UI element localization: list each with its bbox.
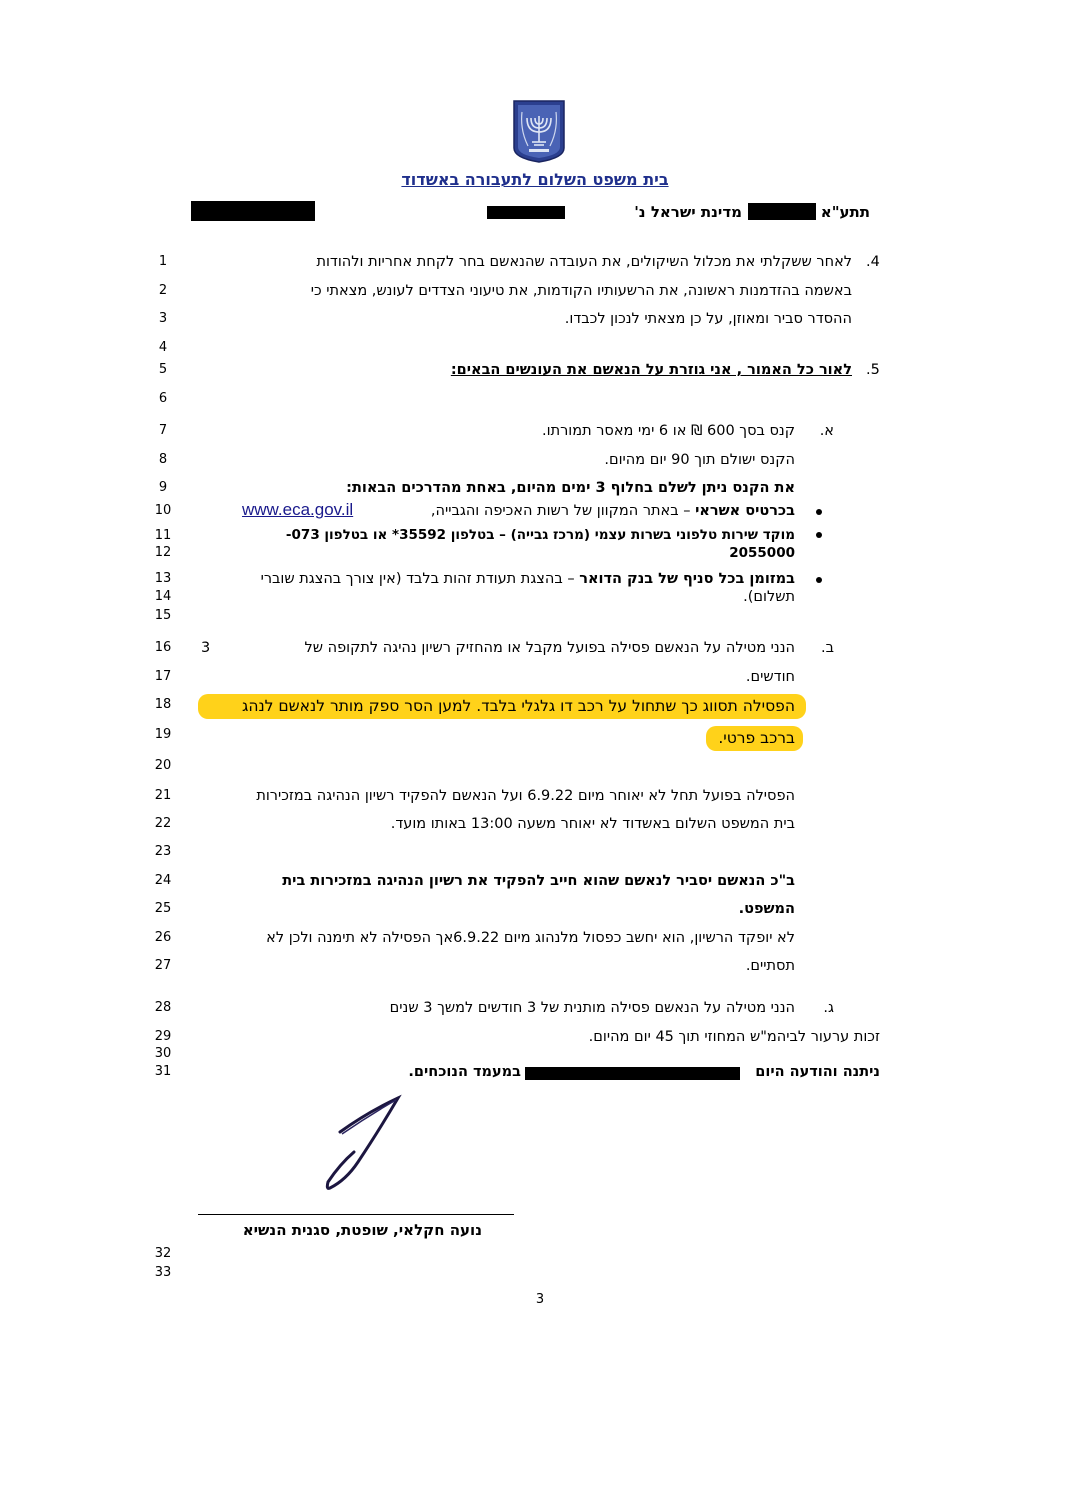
given-today: ניתנה והודעה היום	[755, 1064, 880, 1080]
signature-line	[198, 1214, 514, 1215]
line-number: 3	[158, 311, 168, 326]
item-a-fine-due: הקנס ישולם תוך 90 יום מהיום.	[604, 452, 795, 468]
line-number: 14	[154, 589, 172, 604]
payment-credit-card-text: – באתר המקוון של רשות האכיפה והגבייה,	[430, 503, 696, 519]
section-5-heading: לאור כל האמור , אני גוזרת על הנאשם את העונשים הבאים:	[450, 362, 852, 378]
item-c-letter: ג.	[823, 1000, 834, 1016]
item-b-line: חודשים.	[745, 669, 795, 685]
line-number: 19	[154, 727, 172, 742]
section-5-number: .5	[866, 362, 880, 378]
redaction-block	[191, 201, 315, 221]
line-number: 31	[154, 1064, 172, 1079]
line-number: 23	[154, 844, 172, 859]
line-number: 24	[154, 873, 172, 888]
line-number: 22	[154, 816, 172, 831]
payment-credit-card	[431, 503, 795, 519]
signature	[318, 1092, 408, 1192]
line-number: 18	[154, 697, 172, 712]
item-b-months: 3	[201, 640, 211, 656]
suspension-start: בית המשפט השלום באשדוד לא יאוחר משעה 13:00 באותו מועד.	[390, 816, 795, 832]
line-number: 17	[154, 669, 172, 684]
payment-post-office-label: במזומן בכל סניף של בנק הדואר	[579, 571, 795, 587]
line-number: 2	[158, 283, 168, 298]
payment-phone-line: מוקד שירות טלפוני בשרות עצמי (מרכז גבייה) – בטלפון 35592* או בטלפון 073-	[285, 527, 795, 543]
item-c-line: הנני מטילה על הנאשם פסילה מותנית של 3 חודשים למשך 3 שנים	[389, 1000, 795, 1016]
line-number: 29	[154, 1029, 172, 1044]
line-number: 8	[158, 452, 168, 467]
line-number: 27	[154, 958, 172, 973]
section-4-line: ההסדר סביר ומאוזן, על כן מצאתי לנכון לכבדו.	[564, 311, 852, 327]
line-number: 16	[154, 640, 172, 655]
line-number: 9	[158, 480, 168, 495]
bullet-icon	[816, 509, 822, 515]
item-b-letter: ב.	[821, 640, 834, 656]
appeal-right: זכות ערעור לביהמ"ש המחוזי תוך 45 יום מהיום.	[588, 1029, 880, 1045]
line-number: 10	[154, 503, 172, 518]
section-4-line: לאחר ששקלתי את מכלול השיקולים, את העובדה שהנאשם בחר לקחת אחריות ולהודות	[316, 254, 852, 270]
payment-post-office-cont: תשלום).	[743, 589, 795, 605]
bullet-icon	[816, 532, 822, 538]
payment-phone-number: 2055000	[729, 545, 795, 561]
payment-credit-card-label: בכרטיס אשראי	[695, 503, 795, 519]
license-deposit-note: תסתיים.	[745, 958, 795, 974]
section-4-number: .4	[866, 254, 880, 270]
judge-name: נועה חקלאי, שופטת, סגנית הנשיא	[242, 1221, 482, 1239]
state-emblem	[511, 98, 567, 164]
menorah-emblem-icon	[511, 98, 567, 164]
line-number: 1	[158, 254, 168, 269]
suspension-start: הפסילה בפועל תחל לא יאוחר מיום 6.9.22 ועל הנאשם להפקיד רשיון הנהיגה במזכירות	[256, 788, 795, 804]
section-4-line: באשמה בהזדמנות ראשונה, את הרשעותיו הקודמות, את טיעוני הצדדים לעונש, מצאתי כי	[310, 283, 852, 299]
case-prefix: תתע"א	[820, 203, 870, 221]
bullet-icon	[816, 577, 822, 583]
page-number: 3	[535, 1292, 545, 1307]
line-number: 12	[154, 545, 172, 560]
redaction-block	[525, 1067, 740, 1080]
line-number: 30	[154, 1046, 172, 1061]
item-a-fine: קנס בסך 600 ₪ או 6 ימי מאסר תמורתו.	[542, 423, 795, 439]
highlighted-text: הפסילה תסווג כך שתחול על רכב דו גלגלי בלבד. למען הסר ספק מותר לנאשם לנהג	[241, 697, 795, 715]
line-number: 20	[154, 758, 172, 773]
redaction-block	[748, 203, 816, 220]
line-number: 4	[158, 340, 168, 355]
line-number: 13	[154, 571, 172, 586]
line-number: 7	[158, 423, 168, 438]
line-number: 15	[154, 608, 172, 623]
payment-post-office-text: – בהצגת תעודת זהות בלבד (אין צורך בהצגת שוברי	[260, 571, 580, 587]
highlighted-text: ברכב פרטי.	[718, 729, 795, 747]
given-presence: במעמד הנוכחים.	[408, 1064, 521, 1080]
eca-website-link[interactable]: www.eca.gov.il	[242, 500, 354, 519]
line-number: 11	[154, 528, 172, 543]
license-deposit-note: לא יופקד הרשיון, הוא יחשב כפסול מלנהוג מיום 6.9.22אך הפסילה לא תימנה ולכן לא	[266, 930, 795, 946]
attorney-notice: המשפט.	[738, 901, 795, 917]
item-b-line: הנני מטילה על הנאשם פסילה בפועל מקבל או מהחזיק רשיון נהיגה לתקופה של	[304, 640, 795, 656]
case-parties: מדינת ישראל נ'	[634, 203, 742, 221]
line-number: 33	[154, 1265, 172, 1280]
court-name: בית משפט השלום לתעבורה באשדוד	[401, 170, 669, 189]
payment-post-office	[261, 571, 795, 587]
line-number: 6	[158, 391, 168, 406]
redaction-block	[487, 206, 565, 219]
line-number: 21	[154, 788, 172, 803]
line-number: 32	[154, 1246, 172, 1261]
attorney-notice: ב"כ הנאשם יסביר לנאשם שהוא חייב להפקיד את רשיון הנהיגה במזכירות בית	[282, 873, 795, 889]
item-a-letter: א.	[819, 423, 834, 439]
line-number: 28	[154, 1000, 172, 1015]
line-number: 25	[154, 901, 172, 916]
line-number: 26	[154, 930, 172, 945]
payment-ways-heading: את הקנס ניתן לשלם בחלוף 3 ימים מהיום, באחת מהדרכים הבאות:	[346, 480, 795, 496]
line-number: 5	[158, 362, 168, 377]
